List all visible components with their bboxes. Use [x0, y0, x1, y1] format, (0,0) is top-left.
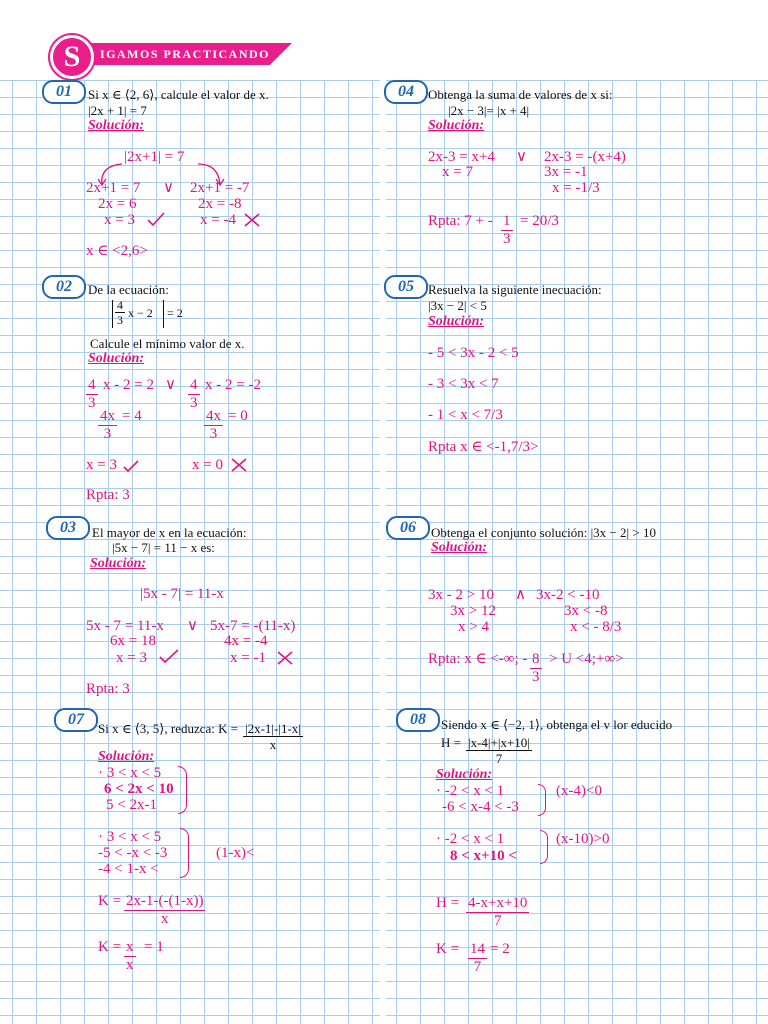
problem-08-b-note: (x-10)>0 [556, 831, 610, 847]
problem-05-step-3: - 1 < x < 7/3 [428, 407, 503, 423]
problem-08-solution-label: Solución: [436, 767, 493, 782]
problem-01-right-2: 2x = -8 [198, 196, 242, 212]
problem-08-h2-fraction: $\frac{4-x+x+10}{7}$ [468, 895, 528, 929]
problem-03-equation: |5x − 7| = 11 − x es: [112, 540, 215, 555]
problem-01-statement: Si x ∈ ⟨2, 6⟩, calcule el valor de x. [88, 87, 269, 102]
problem-05-step-1: - 5 < 3x - 2 < 5 [428, 345, 519, 361]
problem-04-left-2: x = 7 [442, 164, 473, 180]
problem-01-or: ∨ [163, 180, 174, 196]
problem-07-brace-b [180, 828, 189, 878]
problem-02-l1-fraction: $\frac{4}{3}$ [88, 377, 96, 411]
problem-05-statement: Resuelva la siguiente inecuación: [428, 282, 602, 297]
problem-05-solution-label: Solución: [428, 314, 485, 329]
problem-06-answer-fraction: $\frac{8}{3}$ [532, 651, 540, 685]
problem-08-statement: Siendo x ∈ ⟨−2, 1⟩, obtenga el v lor educido [441, 717, 673, 732]
problem-06-right-1: 3x-2 < -10 [536, 587, 600, 603]
problem-07-k2-fraction: $\frac{x}{x}$ [126, 939, 134, 973]
problem-02-answer: Rpta: 3 [86, 487, 130, 503]
problem-04-left-1: 2x-3 = x+4 [428, 149, 495, 165]
problem-03-left-2: 6x = 18 [110, 633, 156, 649]
problem-06-right-2: 3x < -8 [564, 603, 608, 619]
problem-02-solution-label: Solución: [88, 351, 145, 366]
cross-icon [243, 212, 261, 228]
problem-07-statement: Si x ∈ ⟨3, 5⟩, reduzca: K = [98, 721, 239, 736]
problem-07-b2: -5 < -x < -3 [98, 845, 168, 861]
problem-04-badge: 04 [384, 80, 428, 104]
problem-07-a1: · 3 < x < 5 [98, 765, 162, 781]
problem-07-b-note: (1-x)< [216, 845, 255, 861]
problem-04-right-2: 3x = -1 [544, 164, 588, 180]
problem-08-a-note: (x-4)<0 [556, 783, 602, 799]
problem-02-right-1: x - 2 = -2 [205, 377, 261, 393]
problem-05-answer: Rpta x ∈ <-1,7/3> [428, 439, 539, 455]
problem-02-statement-2: Calcule el mínimo valor de x. [90, 336, 245, 351]
problem-08-h-fraction: $\frac{|x-4|+|x+10|}{7}$ [468, 735, 530, 766]
problem-07-a2: 6 < 2x < 10 [104, 781, 174, 797]
problem-08-k-fraction: $\frac{14}{7}$ [470, 941, 485, 975]
problem-08-b2: 8 < x+10 < [450, 848, 517, 864]
check-icon [158, 648, 180, 664]
problem-02-statement: De la ecuación: [88, 282, 169, 297]
problem-07-fraction: $\frac{|2x-1|-|1-x|}{x}$ [245, 721, 301, 752]
problem-03-right-1: 5x-7 = -(11-x) [210, 618, 296, 634]
problem-08-brace-a [538, 784, 546, 816]
problem-06-statement: Obtenga el conjunto solución: |3x − 2| > 10 [431, 525, 656, 540]
problem-02-eq-fraction: $\frac{4}{3}$ [117, 298, 123, 327]
problem-04-right-1: 2x-3 = -(x+4) [544, 149, 626, 165]
header-initial: S [50, 35, 94, 79]
problem-03-left-1: 5x - 7 = 11-x [86, 618, 164, 634]
problem-03-statement: El mayor de x en la ecuación: [92, 525, 247, 540]
problem-02-left-1: x - 2 = 2 [103, 377, 154, 393]
cross-icon [276, 650, 294, 666]
problem-07-k1-lhs: K = [98, 893, 122, 909]
problem-06-left-3: x > 4 [458, 619, 489, 635]
problem-06-right-3: x < - 8/3 [570, 619, 622, 635]
problem-07-k2-rhs: = 1 [144, 939, 164, 955]
problem-06-answer-a: Rpta: x ∈ <-∞; - [428, 651, 528, 667]
problem-04-statement: Obtenga la suma de valores de x si: [428, 87, 613, 102]
problem-04-answer-b: = 20/3 [520, 213, 559, 229]
problem-01-equation: |2x + 1| = 7 [88, 103, 147, 118]
problem-02-eq-rest: x − 2 [128, 306, 153, 320]
problem-08-h2-lhs: H = [436, 895, 460, 911]
column-gap [380, 80, 386, 1024]
problem-03-left-3: x = 3 [116, 650, 147, 666]
problem-06-solution-label: Solución: [431, 540, 488, 555]
problem-05-step-2: - 3 < 3x < 7 [428, 376, 499, 392]
problem-02-left-2: = 4 [122, 408, 142, 424]
problem-08-brace-b [540, 830, 548, 864]
problem-04-equation: |2x − 3|= |x + 4| [448, 103, 530, 118]
problem-01-answer: x ∈ <2,6> [86, 243, 148, 259]
problem-04-answer-fraction: $\frac{1}{3}$ [503, 213, 511, 247]
problem-07-badge: 07 [54, 708, 98, 732]
problem-03-step-1: |5x - 7| = 11-x [140, 586, 224, 602]
problem-02-eq-bar-right [163, 300, 165, 328]
problem-02-eq-rhs: = 2 [167, 306, 183, 320]
problem-06-answer-b: > U <4;+∞> [549, 651, 624, 667]
problem-07-b3: -4 < 1-x < [98, 861, 159, 877]
problem-04-solution-label: Solución: [428, 118, 485, 133]
problem-01-solution-label: Solución: [88, 118, 145, 133]
problem-04-answer-a: Rpta: 7 + - [428, 213, 493, 229]
header-title: IGAMOS PRACTICANDO [100, 47, 271, 61]
problem-07-solution-label: Solución: [98, 749, 155, 764]
problem-02-left-3: x = 3 [86, 457, 117, 473]
problem-01-right-3: x = -4 [200, 212, 236, 228]
check-icon [122, 459, 140, 473]
problem-02-right-2: = 0 [228, 408, 248, 424]
problem-01-badge: 01 [42, 80, 86, 104]
problem-07-k2-lhs: K = [98, 939, 122, 955]
problem-06-and: ∧ [515, 587, 526, 603]
problem-01-left-1: 2x+1 = 7 [86, 180, 141, 196]
problem-02-badge: 02 [42, 275, 86, 299]
problem-06-badge: 06 [386, 516, 430, 540]
check-icon [146, 211, 166, 227]
problem-07-b1: · 3 < x < 5 [98, 829, 162, 845]
problem-08-badge: 08 [396, 708, 440, 732]
problem-01-left-2: 2x = 6 [98, 196, 137, 212]
problem-03-or: ∨ [187, 618, 198, 634]
problem-07-a3: 5 < 2x-1 [106, 797, 157, 813]
problem-08-a1: · -2 < x < 1 [436, 783, 505, 799]
problem-02-or: ∨ [165, 377, 176, 393]
problem-03-answer: Rpta: 3 [86, 681, 130, 697]
problem-02-l2-fraction: $\frac{4x}{3}$ [100, 408, 115, 442]
problem-03-badge: 03 [46, 516, 90, 540]
problem-05-equation: |3x − 2| < 5 [428, 298, 487, 313]
problem-03-right-2: 4x = -4 [224, 633, 268, 649]
problem-01-left-3: x = 3 [104, 212, 135, 228]
problem-02-r1-fraction: $\frac{4}{3}$ [190, 377, 198, 411]
problem-08-k-lhs: K = [436, 941, 460, 957]
problem-04-right-3: x = -1/3 [552, 180, 600, 196]
problem-05-badge: 05 [384, 275, 428, 299]
problem-03-solution-label: Solución: [90, 556, 147, 571]
problem-06-left-2: 3x > 12 [450, 603, 496, 619]
section-header [50, 35, 300, 79]
problem-08-k-rhs: = 2 [490, 941, 510, 957]
problem-03-right-3: x = -1 [230, 650, 266, 666]
problem-07-k1-fraction: $\frac{2x-1-(-(1-x))}{x}$ [126, 893, 204, 927]
problem-08-b1: · -2 < x < 1 [436, 831, 505, 847]
problem-02-right-3: x = 0 [192, 457, 223, 473]
problem-07-brace-a [178, 766, 187, 814]
problem-01-step-1: |2x+1| = 7 [124, 149, 185, 165]
problem-08-a2: -6 < x-4 < -3 [442, 799, 519, 815]
problem-01-right-1: 2x+1 = -7 [190, 180, 250, 196]
problem-04-or: ∨ [516, 149, 527, 165]
problem-02-r2-fraction: $\frac{4x}{3}$ [206, 408, 221, 442]
problem-08-h-lhs: H = [441, 735, 461, 750]
cross-icon [230, 457, 248, 473]
problem-06-left-1: 3x - 2 > 10 [428, 587, 494, 603]
